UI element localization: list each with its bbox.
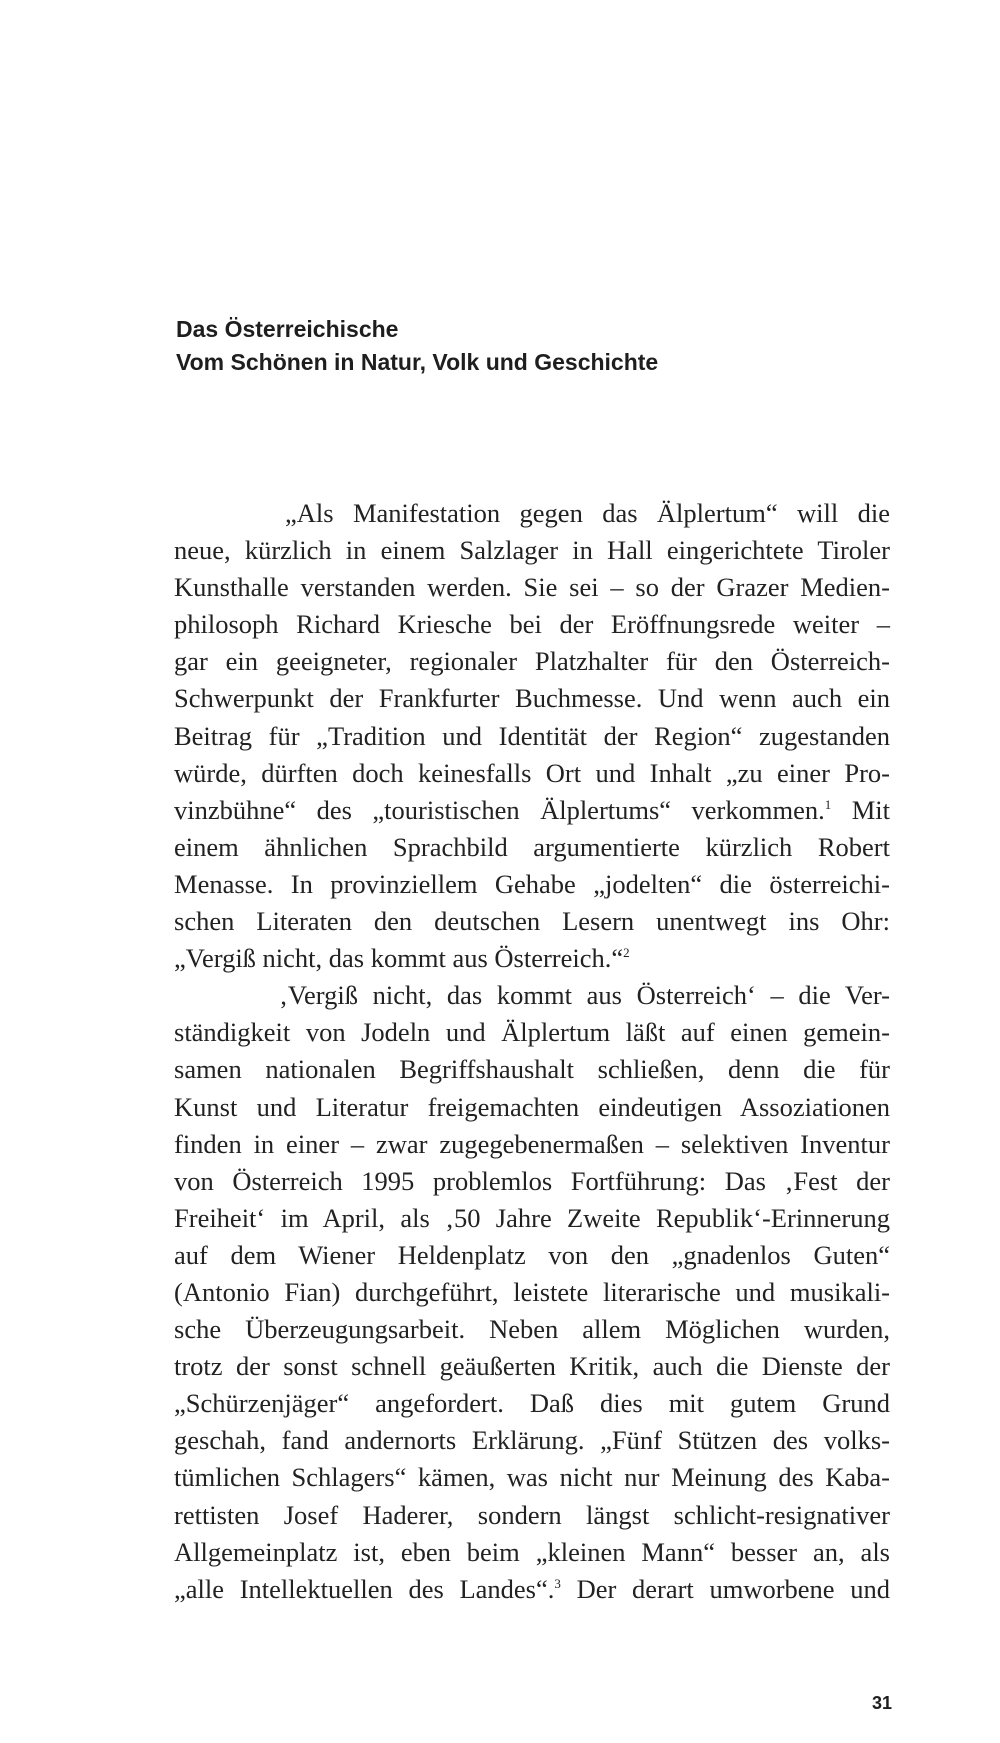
text-line: Beitrag für „Tradition und Identität der Region“ zugestanden	[174, 720, 890, 751]
text-line: trotz der sonst schnell geäußerten Kritik, auch die Dienste der	[174, 1351, 890, 1382]
text-line: „Schürzenjäger“ angefordert. Daß dies mit gutem Grund	[174, 1388, 890, 1419]
text-segment: „Vergiß nicht, das kommt aus Österreich.“	[174, 943, 624, 974]
text-line: „Als Manifestation gegen das Älplertum“ will die	[285, 498, 890, 528]
text-line: auf dem Wiener Heldenplatz von den „gnadenlos Guten“	[174, 1239, 890, 1270]
text-segment: vinzbühne“ des „touristischen Älplertums“ verkommen.	[174, 794, 825, 825]
text-line: geschah, fand andernorts Erklärung. „Fünf Stützen des volks-	[174, 1425, 890, 1456]
footnote-marker: 1	[824, 796, 832, 812]
text-line: samen nationalen Begriffshaushalt schließen, denn die für	[174, 1054, 890, 1085]
text-line: von Österreich 1995 problemlos Fortführung: Das ‚Fest der	[174, 1165, 890, 1196]
text-line: (Antonio Fian) durchgeführt, leistete literarische und musikali-	[174, 1276, 890, 1307]
footnote-marker: 2	[623, 945, 630, 961]
text-line: neue, kürzlich in einem Salzlager in Hall eingerichtete Tiroler	[174, 535, 890, 566]
text-line: philosoph Richard Kriesche bei der Eröffnungsrede weiter –	[174, 609, 890, 640]
body-text	[174, 495, 890, 1608]
text-line: ‚Vergiß nicht, das kommt aus Österreich‘ – die Ver-	[279, 980, 890, 1011]
text-line: sche Überzeugungsarbeit. Neben allem Möglichen wurden,	[174, 1314, 890, 1345]
text-line	[174, 792, 890, 829]
text-line: Schwerpunkt der Frankfurter Buchmesse. Und wenn auch ein	[174, 683, 890, 714]
text-line: Allgemeinplatz ist, eben beim „kleinen Mann“ besser an, als	[174, 1536, 890, 1567]
text-segment: Der derart umworbene und	[576, 1573, 891, 1604]
page-number: 31	[871, 1693, 892, 1713]
text-line: finden in einer – zwar zugegebenermaßen – selektiven Inventur	[174, 1128, 890, 1159]
text-line: einem ähnlichen Sprachbild argumentierte kürzlich Robert	[174, 831, 890, 862]
text-line: würde, dürften doch keinesfalls Ort und Inhalt „zu einer Pro-	[174, 757, 890, 788]
chapter-subtitle: Vom Schönen in Natur, Volk und Geschichte	[176, 349, 659, 375]
text-line: ständigkeit von Jodeln und Älplertum läßt auf einen gemein-	[174, 1017, 890, 1048]
text-line	[174, 1571, 890, 1608]
text-line: Menasse. In provinziellem Gehabe „jodelten“ die österreichi-	[174, 868, 890, 899]
text-line: rettisten Josef Haderer, sondern längst schlicht-resignativer	[174, 1499, 890, 1530]
footnote-marker: 3	[554, 1575, 561, 1591]
text-line	[174, 940, 890, 977]
chapter-title: Das Österreichische	[176, 316, 399, 342]
text-line: gar ein geeigneter, regionaler Platzhalter für den Österreich-	[174, 646, 890, 677]
text-segment: Mit	[851, 794, 890, 825]
text-line: tümlichen Schlagers“ kämen, was nicht nur Meinung des Kaba-	[174, 1462, 890, 1493]
text-line: Freiheit‘ im April, als ‚50 Jahre Zweite Republik‘-Erinnerung	[174, 1202, 890, 1233]
text-line: Kunsthalle verstanden werden. Sie sei – so der Grazer Medien-	[174, 572, 890, 603]
text-line: Kunst und Literatur freigemachten eindeutigen Assoziationen	[174, 1091, 890, 1122]
chapter-heading	[176, 313, 936, 379]
text-segment: „alle Intellektuellen des Landes“.	[174, 1573, 555, 1604]
text-line: schen Literaten den deutschen Lesern unentwegt ins Ohr:	[174, 906, 890, 937]
